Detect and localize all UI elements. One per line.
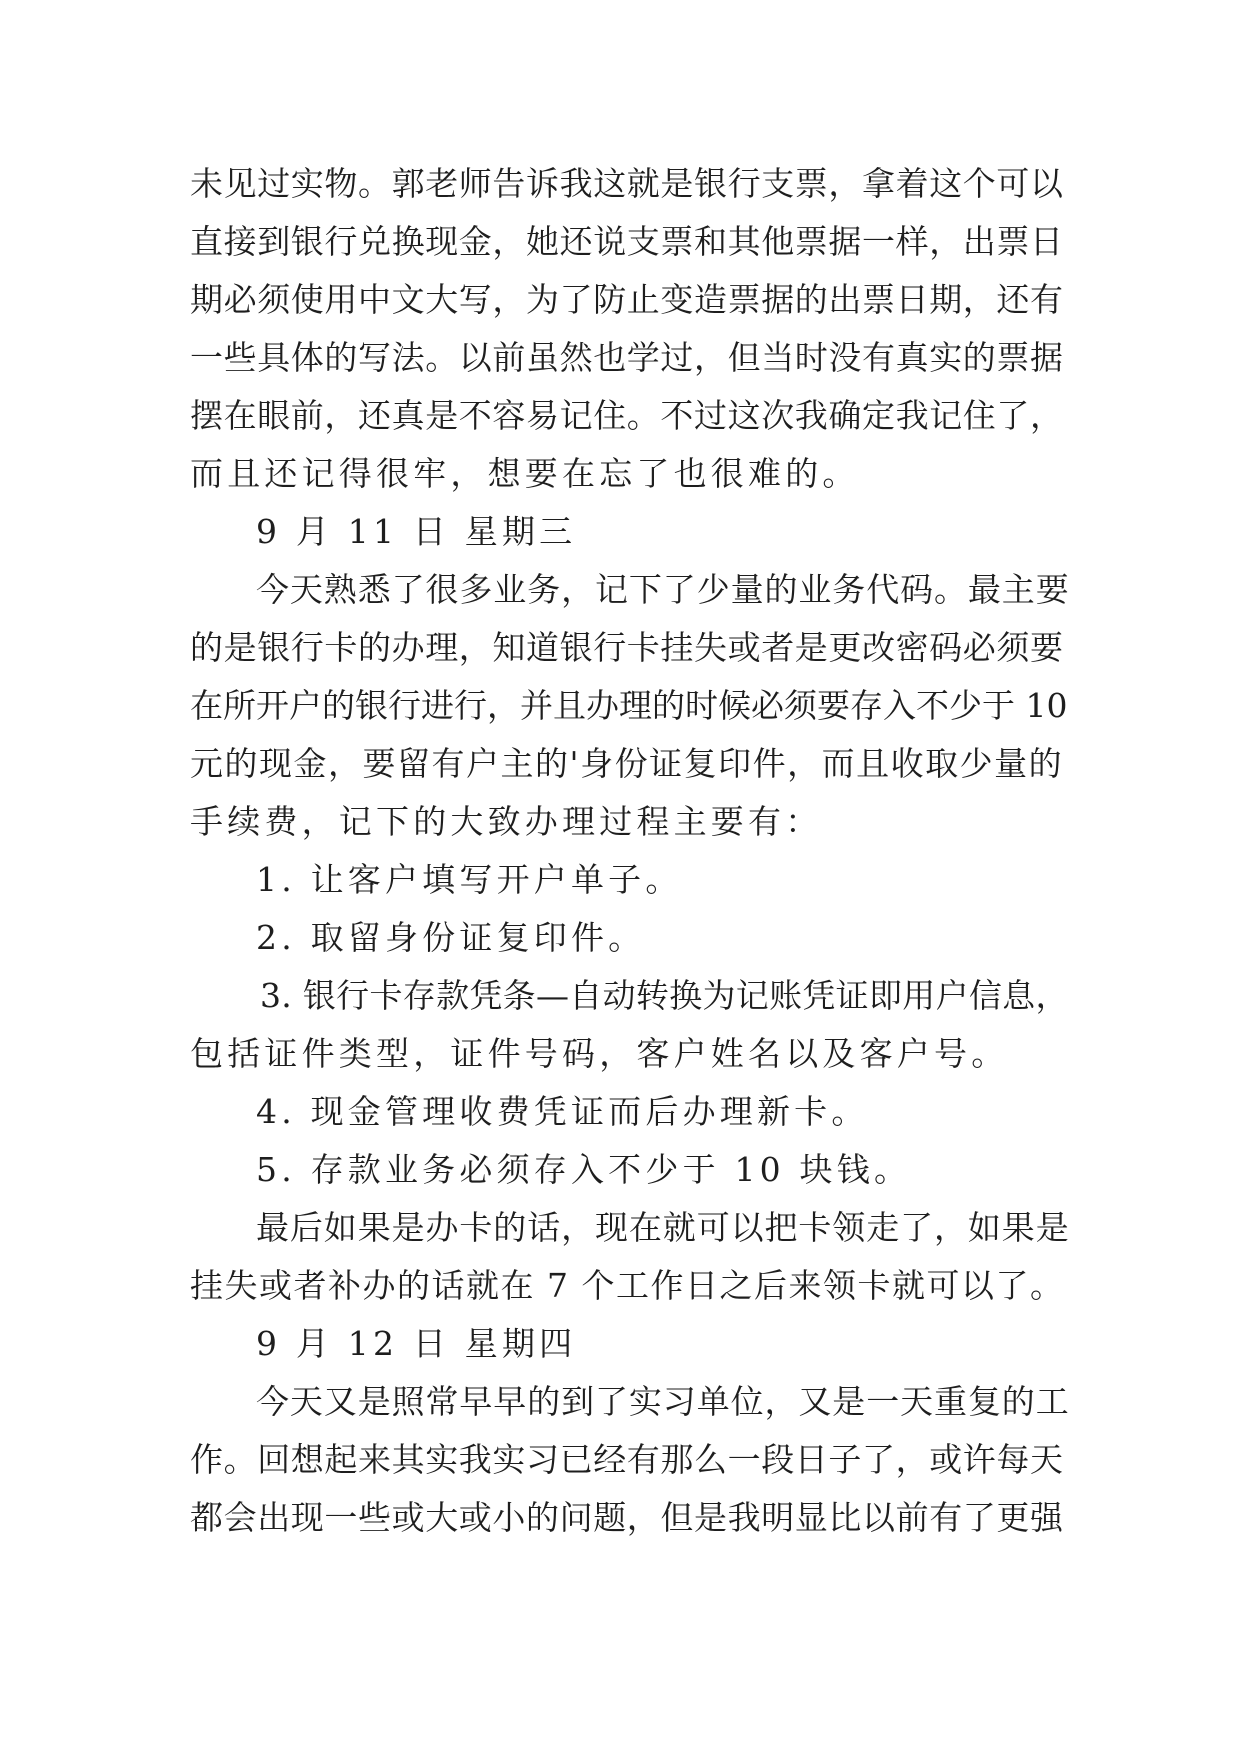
- list-item: 5. 存款业务必须存入不少于 10 块钱。: [256, 1150, 912, 1189]
- text-line: 都会出现一些或大或小的问题，但是我明显比以前有了更强: [190, 1498, 1064, 1537]
- text-line: 而且还记得很牢，想要在忘了也很难的。: [190, 454, 860, 493]
- date-heading: 9 月 12 日 星期四: [256, 1324, 577, 1363]
- list-item: 3. 银行卡存款凭条—自动转换为记账凭证即用户信息，: [260, 976, 1069, 1015]
- text-line: 元的现金，要留有户主的'身份证复印件，而且收取少量的: [190, 744, 1064, 783]
- list-item: 1. 让客户填写开户单子。: [256, 860, 683, 899]
- text-line: 挂失或者补办的话就在 7 个工作日之后来领卡就可以了。: [190, 1266, 1065, 1305]
- list-item: 2. 取留身份证复印件。: [256, 918, 646, 957]
- text-line: 一些具体的写法。以前虽然也学过，但当时没有真实的票据: [190, 338, 1064, 377]
- text-line: 包括证件类型，证件号码，客户姓名以及客户号。: [190, 1034, 1009, 1073]
- paragraph-start: 最后如果是办卡的话，现在就可以把卡领走了，如果是: [256, 1208, 1070, 1247]
- text-line: 直接到银行兑换现金，她还说支票和其他票据一样，出票日: [190, 222, 1064, 261]
- paragraph-start: 今天熟悉了很多业务，记下了少量的业务代码。最主要: [256, 570, 1070, 609]
- text-line: 在所开户的银行进行，并且办理的时候必须要存入不少于 10: [190, 686, 1068, 725]
- text-line: 作。回想起来其实我实习已经有那么一段日子了，或许每天: [190, 1440, 1064, 1479]
- text-line: 的是银行卡的办理，知道银行卡挂失或者是更改密码必须要: [190, 628, 1064, 667]
- paragraph-start: 今天又是照常早早的到了实习单位，又是一天重复的工: [256, 1382, 1070, 1421]
- document-body: [190, 155, 1070, 1547]
- text-line: 手续费，记下的大致办理过程主要有：: [190, 802, 823, 841]
- text-line: 期必须使用中文大写，为了防止变造票据的出票日期，还有: [190, 280, 1064, 319]
- date-heading: 9 月 11 日 星期三: [256, 512, 577, 551]
- text-line: 摆在眼前，还真是不容易记住。不过这次我确定我记住了，: [190, 396, 1064, 435]
- text-line: 未见过实物。郭老师告诉我这就是银行支票，拿着这个可以: [190, 164, 1064, 203]
- list-item: 4. 现金管理收费凭证而后办理新卡。: [256, 1092, 869, 1131]
